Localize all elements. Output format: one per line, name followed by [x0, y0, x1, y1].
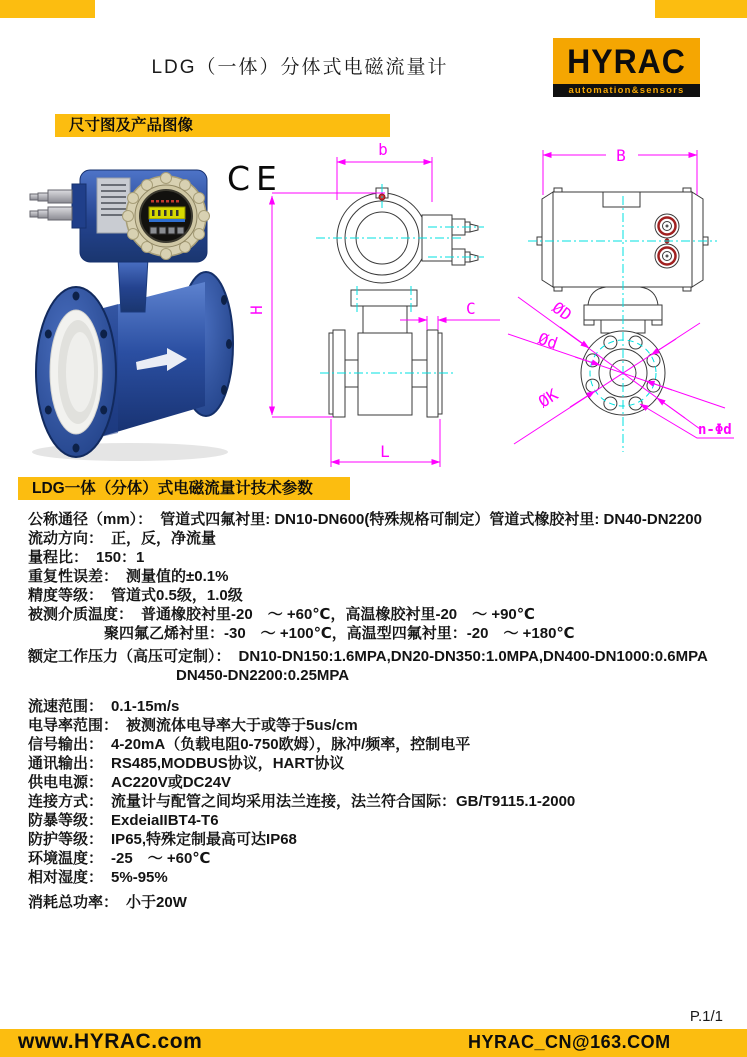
spec-label: 精度等级： [28, 587, 104, 604]
spec-label: 被测介质温度： [28, 606, 134, 623]
spec-label: 公称通径（mm）： [28, 511, 153, 528]
cable-glands [30, 190, 72, 220]
hyrac-logo [553, 38, 700, 97]
spec-line [28, 735, 733, 754]
spec-label: 防暴等级： [28, 812, 104, 829]
spec-value: RS485,MODBUS协议，HART协议 [111, 755, 345, 772]
spec-value: 150：1 [96, 549, 145, 566]
spec-label: 流动方向： [28, 530, 104, 547]
spec-line [28, 811, 733, 830]
spec-line [28, 868, 733, 887]
spec-value: DN10-DN150:1.6MPA,DN20-DN350:1.0MPA,DN400-DN1000:0.6MPA [238, 648, 708, 665]
spec-line [28, 893, 733, 912]
page-title: LDG（一体）分体式电磁流量计 [151, 57, 449, 78]
spec-value: 5%-95% [111, 869, 168, 886]
top-right-accent-bar [655, 0, 747, 18]
front-view-drawing [247, 140, 500, 467]
spec-value: 正，反，净流量 [111, 530, 217, 547]
spec-line [28, 567, 733, 586]
logo-wordmark: HYRAC [567, 41, 686, 80]
dimension-drawings [0, 140, 747, 475]
spec-line [28, 510, 733, 529]
page-number: P.1/1 [689, 1008, 723, 1025]
spec-value: ExdeiaIIBT4-T6 [111, 812, 219, 829]
spec-value: 管道式0.5级，1.0级 [111, 587, 243, 604]
spec-line [28, 792, 733, 811]
spec-label: 流速范围： [28, 698, 104, 715]
spec-line [28, 697, 733, 716]
footer-email: HYRAC_CN@163.COM [468, 1032, 671, 1052]
dim-label-C: C [466, 299, 476, 318]
spec-label: 环境温度： [28, 850, 104, 867]
spec-value: 测量值的±0.1% [126, 568, 229, 585]
spec-value: DN450-DN2200:0.25MPA [176, 667, 350, 684]
spec-line [28, 773, 733, 792]
spec-label: 量程比： [28, 549, 89, 566]
spec-label: 重复性误差： [28, 568, 119, 585]
spec-label: 消耗总功率： [28, 894, 119, 911]
dim-label-OK: ØK [534, 384, 562, 412]
dim-label-n-d: n-Φd [698, 422, 732, 438]
section-header-dimensions: 尺寸图及产品图像 [55, 114, 390, 137]
spec-list [28, 510, 733, 912]
logo-background [553, 38, 700, 84]
spec-line [28, 605, 733, 624]
spec-label: 连接方式： [28, 793, 104, 810]
spec-line [28, 716, 733, 735]
side-view-drawing [508, 146, 734, 452]
spec-label: 通讯输出： [28, 755, 104, 772]
spec-value: AC220V或DC24V [111, 774, 232, 791]
spec-value: 0.1-15m/s [111, 698, 180, 715]
ce-mark-icon: CE [227, 159, 283, 198]
spec-value: 流量计与配管之间均采用法兰连接，法兰符合国际：GB/T9115.1-2000 [111, 793, 576, 810]
spec-value: IP65,特殊定制最高可达IP68 [111, 831, 297, 848]
spec-label: 供电电源： [28, 774, 104, 791]
logo-tagline: automation&sensors [553, 84, 700, 97]
spec-label: 信号输出： [28, 736, 104, 753]
spec-value: -25 ～ +60℃ [111, 850, 211, 867]
spec-value: 管道式四氟衬里: DN10-DN600(特殊规格可制定）管道式橡胶衬里: DN40-DN2200 [160, 511, 702, 528]
product-photo [30, 170, 233, 461]
spec-label: 防护等级： [28, 831, 104, 848]
dim-label-H: H [247, 305, 266, 315]
spec-value: 聚四氟乙烯衬里：-30 ～ +100℃，高温型四氟衬里：-20 ～ +180℃ [104, 625, 575, 642]
spec-line [28, 647, 733, 666]
spec-line [28, 849, 733, 868]
spec-line [28, 624, 733, 643]
footer-bar [0, 1029, 747, 1057]
dim-label-L: L [380, 442, 390, 461]
spec-value: 普通橡胶衬里-20 ～ +60℃，高温橡胶衬里-20 ～ +90℃ [141, 606, 535, 623]
spec-value: 被测流体电导率大于或等于5us/cm [126, 717, 358, 734]
spec-line [28, 529, 733, 548]
dim-label-OD: ØD [548, 297, 576, 325]
spec-line [28, 586, 733, 605]
dim-label-B: B [616, 146, 626, 165]
footer-website: www.HYRAC.com [18, 1030, 203, 1053]
spec-value: 小于20W [126, 894, 187, 911]
spec-line [28, 548, 733, 567]
spec-value: 4-20mA（负载电阻0-750欧姆），脉冲/频率，控制电平 [111, 736, 471, 753]
spec-label: 电导率范围： [28, 717, 119, 734]
spec-line [28, 754, 733, 773]
spec-line [28, 830, 733, 849]
dim-label-Od: Ød [535, 328, 561, 354]
top-left-accent-bar [0, 0, 95, 18]
spec-label: 额定工作压力（高压可定制）： [28, 648, 231, 665]
section-header-specs: LDG一体（分体）式电磁流量计技术参数 [18, 477, 350, 500]
spec-line [28, 666, 733, 685]
spec-label: 相对湿度： [28, 869, 104, 886]
dim-label-b: b [378, 140, 388, 159]
